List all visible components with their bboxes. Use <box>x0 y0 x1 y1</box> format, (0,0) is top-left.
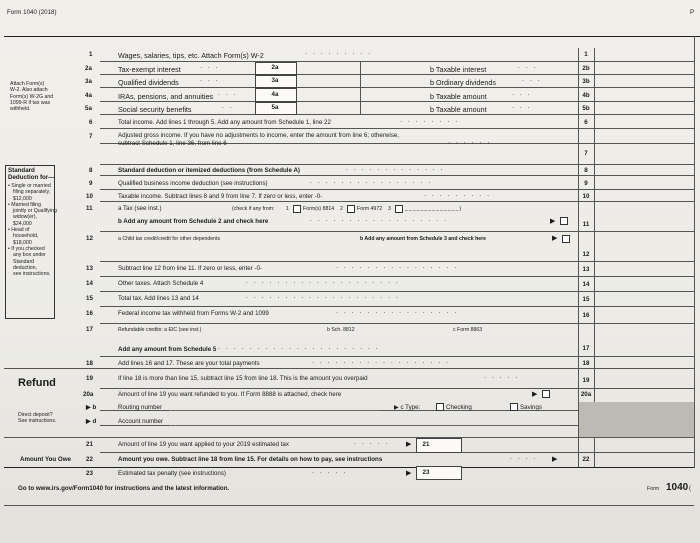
line-2b-text: b Taxable interest <box>430 65 487 74</box>
line-num-9: 9 <box>89 180 93 187</box>
arrow-right-icon-5: ▶ <box>552 456 558 463</box>
box-17-label: 17 <box>582 345 590 352</box>
line-21-text: Amount of line 19 you want applied to your 2019 estimated tax <box>118 441 289 448</box>
box-12-label: 12 <box>582 251 590 258</box>
form-8814-label: Form(s) 8814 <box>303 206 335 212</box>
line-5b-text: b Taxable amount <box>430 105 487 114</box>
arrow-right-icon: ▶ <box>550 218 556 225</box>
line-num-17: 17 <box>86 326 93 333</box>
line-20a-text: Amount of line 19 you want refunded to you. If Form 8888 is attached, check here <box>118 391 342 398</box>
line-num-12: 12 <box>86 235 93 242</box>
arrow-d: ▶ d <box>86 418 97 425</box>
line-num-7: 7 <box>89 133 93 140</box>
line-14-text: Other taxes. Attach Schedule 4 <box>118 280 204 287</box>
arrow-right-icon-6: ▶ <box>406 470 412 477</box>
line-17-text-2: Add any amount from Schedule 5 <box>118 346 217 353</box>
line-19-text: If line 18 is more than line 15, subtract line 15 from line 18. This is the amount you overpaid <box>118 375 368 382</box>
line-1-text: Wages, salaries, tips, etc. Attach Form(s) W-2 <box>118 51 264 60</box>
line-11b-text: b Add any amount from Schedule 2 and check here <box>118 218 269 225</box>
line-18-text: Add lines 16 and 17. These are your total payments <box>118 360 260 367</box>
line-3a-text: Qualified dividends <box>118 78 179 87</box>
line-7-text-2: subtract Schedule 1, line 36, from line 6 <box>118 140 227 147</box>
line-num-19: 19 <box>86 375 93 382</box>
box-20a-label: 20a <box>580 391 592 398</box>
footer-form-number: 1040 <box>666 482 689 493</box>
line-8-text: Standard deduction or itemized deductions (from Schedule A) <box>118 167 300 174</box>
box-22-label: 22 <box>582 456 590 463</box>
savings-checkbox[interactable] <box>510 403 518 411</box>
arrow-right-icon-3: ▶ <box>532 391 538 398</box>
footer-tail: ( <box>689 485 692 492</box>
arrow-b: ▶ b <box>86 404 97 411</box>
direct-deposit-note: Direct deposit? See instructions. <box>18 412 57 425</box>
form-4972-label: Form 4972 <box>357 206 383 212</box>
line-num-16: 16 <box>86 310 93 317</box>
box-8-label: 8 <box>584 167 588 174</box>
line-11-opt2-num: 2 <box>340 206 343 212</box>
line-11b-checkbox[interactable] <box>560 217 568 225</box>
line-num-5a: 5a <box>85 105 92 112</box>
line-num-20a: 20a <box>83 391 94 398</box>
line-23-text: Estimated tax penalty (see instructions) <box>118 470 226 477</box>
box-9-label: 9 <box>584 180 588 187</box>
line-12a-text: a Child tax credit/credit for other dependents <box>118 236 221 242</box>
line-4a-box-label: 4a <box>271 91 279 98</box>
line-17b-text: b Sch. 8812 <box>327 327 355 333</box>
line-num-8: 8 <box>89 167 93 174</box>
line-7-text: Adjusted gross income. If you have no adjustments to income, enter the amount from line 6; otherwise, <box>118 132 399 139</box>
box-5b-label: 5b <box>582 105 590 112</box>
arrow-right-icon-4: ▶ <box>406 441 412 448</box>
footer-form-label: Form <box>647 486 660 492</box>
line-12b-checkbox[interactable] <box>562 235 570 243</box>
std-deduction-amounts: • Single or married filing separately, $12,000 • Married filing jointly or Qualifying widow(er), $24,000 • Head of household, $18,000 • If you checked any box under Standard deduction, see instructions. <box>8 183 57 278</box>
checking-label: Checking <box>446 404 472 411</box>
line-5a-text: Social security benefits <box>118 105 192 114</box>
account-type-label: ▶ c Type: <box>394 404 421 411</box>
box-19-label: 19 <box>582 377 590 384</box>
routing-number-label: Routing number <box>118 404 163 411</box>
line-10-text: Taxable income. Subtract lines 8 and 9 from line 7. If zero or less, enter -0- <box>118 193 323 200</box>
line-11-blank: ______________) <box>405 206 463 212</box>
line-6-text: Total income. Add lines 1 through 5. Add any amount from Schedule 1, line 22 <box>118 119 331 126</box>
line-11-opt1-num: 1 <box>286 206 289 212</box>
page-edge-letter: P <box>690 9 695 16</box>
line-2a-box-label: 2a <box>271 64 279 71</box>
line-9-text: Qualified business income deduction (see instructions) <box>118 180 268 187</box>
box-15-label: 15 <box>582 296 590 303</box>
footer-goto-text: Go to www.irs.gov/Form1040 for instructions and the latest information. <box>18 485 230 492</box>
attach-forms-note: Attach Form(s) W-2. Also attach Form(s) W-2G and 1099-R if tax was withheld. <box>10 81 54 113</box>
box-13-label: 13 <box>582 266 590 273</box>
box-4b-label: 4b <box>582 92 590 99</box>
std-deduction-title: Standard Deduction for— <box>8 167 55 181</box>
form-4972-checkbox[interactable] <box>347 205 355 213</box>
amount-column[interactable] <box>595 48 694 468</box>
line-num-23: 23 <box>86 470 93 477</box>
box-18-label: 18 <box>582 360 590 367</box>
line-3a-box-label: 3a <box>271 77 279 84</box>
line-2a-text: Tax-exempt interest <box>118 65 181 74</box>
account-number-label: Account number <box>118 418 164 425</box>
line-num-14: 14 <box>86 280 93 287</box>
line-num-2a: 2a <box>85 65 92 72</box>
line-num-4a: 4a <box>85 92 92 99</box>
checking-checkbox[interactable] <box>436 403 444 411</box>
line-23-box-label: 23 <box>422 469 430 476</box>
line-11a-text: a Tax (see inst.) <box>118 205 162 212</box>
line-num-22: 22 <box>86 456 93 463</box>
line-12b-text: b Add any amount from Schedule 3 and check here <box>360 236 487 242</box>
box-2b-label: 2b <box>582 65 590 72</box>
line-16-text: Federal income tax withheld from Forms W-2 and 1099 <box>118 310 269 317</box>
form-1040-page: Form 1040 (2018) P Attach Form(s) W-2. Also attach Form(s) W-2G and 1099-R if tax was withheld. Standard Deduction for— • Single or married filing separately, $12,000 • Married filing jointly or Qualifying widow(er), $24,000 • Head of household, $18,000 • If you checked any box under Standard deduction, see instructions. Refund Direct deposit? See instructions. Amount You Owe 1 2a 3a 4a 5a 6 7 8 9 10 11 12 13 14 15 16 17 18 19 20a ▶ b ▶ d 21 22 23 Wages, salaries, tips, etc. Attach Form(s) W-2 Tax-exempt interest Qualified dividends IRAs, pensions, and annuities Social security benefits Total income. Add lines 1 through 5. Add any amount from Schedule 1, line 22 Adjusted gross income. If you have no adjustments to income, enter the amount from line 6; otherwise, subtract Schedule 1, line 36, from line 6 Standard deduction or itemized deductions (from Schedule A) Qualified business income deduction (see instructions) Taxable income. Subtract lines 8 and 9 from line 7. If zero or less, enter -0- a Tax (see inst.) (check if any from: 1 Form(s) 8814 2 Form 4972 3 ______________) b Add any amount from Schedule 2 and check here ▶ a Child tax credit/credit for other dependents b Add any amount from Schedule 3 and check here ▶ Subtract line 12 from line 11. If zero or less, enter -0- Other taxes. Attach Schedule 4 Total tax. Add lines 13 and 14 Federal income tax withheld from Forms W-2 and 1099 Refundable credits: a EIC (see inst.) b Sch. 8812 c Form 8863 Add any amount from Schedule 5 Add lines 16 and 17. These are your total payments If line 18 is more than line 15, subtract line 15 from line 18. This is the amount you overpaid Amount of line 19 you want refunded to you. If Form 8888 is attached, check here ▶ Routing number ▶ c Type: Checking Savings Account number Amount of line 19 you want applied to your 2019 estimated tax ▶ Amount you owe. Subtract line 18 from line 15. For details on how to pay, see instructions ▶ Estimated tax penalty (see instructions) ▶ . . . . . . . . . . . . . . . . . . . . . . . . . . . . . . . . . . . . . . . . . . . . . . . . . . . . . . . . . . . . . . . . . . . . . . . . . . . . . . . . . . . . . . . . . . . . . . . . . . . . . . . . . . . . . . . . . . . . . . . . . . . . . . . . . . . . . . . . . . . . . . . . . . . . . . . . . . . . . . . . . . . . . . . . . . . . . . . . . . . . . . . . . . . . . . . . . . . . . . . . . . . . . . . . . . . . . . . . . . . . 2a 3a 4a 5a b Taxable interest b Ordinary dividends b Taxable amount b Taxable amount . . . . . . . . . . . . 21 23 1 2b 3b 4b 5b 6 7 8 9 10 11 12 13 14 15 16 17 18 19 20a 22 Go to www.irs.gov/Form1040 for instructions and the latest information. Form 1040 ( <box>0 0 700 543</box>
form-8814-checkbox[interactable] <box>293 205 301 213</box>
line-num-6: 6 <box>89 119 93 126</box>
line-17c-text: c Form 8863 <box>453 327 483 333</box>
box-14-label: 14 <box>582 281 590 288</box>
form-8888-checkbox[interactable] <box>542 390 550 398</box>
line-5a-box-label: 5a <box>271 104 279 111</box>
box-10-label: 10 <box>582 193 590 200</box>
line-4a-text: IRAs, pensions, and annuities <box>118 92 214 101</box>
box-1-label: 1 <box>584 51 588 58</box>
box-7-label: 7 <box>584 150 588 157</box>
savings-label: Savings <box>520 404 543 411</box>
box-16-label: 16 <box>582 312 590 319</box>
line-num-13: 13 <box>86 265 93 272</box>
box-6-label: 6 <box>584 119 588 126</box>
line-4b-text: b Taxable amount <box>430 92 487 101</box>
box-3b-label: 3b <box>582 78 590 85</box>
refund-heading: Refund <box>18 377 56 389</box>
line-11-check-text: (check if any from: <box>232 206 275 212</box>
line-num-1: 1 <box>89 51 93 58</box>
line-num-21: 21 <box>86 441 93 448</box>
line-num-15: 15 <box>86 295 93 302</box>
amount-you-owe-heading: Amount You Owe <box>20 456 71 463</box>
routing-number-field[interactable] <box>170 402 380 411</box>
line-15-text: Total tax. Add lines 13 and 14 <box>118 295 199 302</box>
line-num-10: 10 <box>86 193 93 200</box>
line-13-text: Subtract line 12 from line 11. If zero or less, enter -0- <box>118 265 262 272</box>
line-11-opt3-checkbox[interactable] <box>395 205 403 213</box>
form-title: Form 1040 (2018) <box>7 9 57 16</box>
account-number-field[interactable] <box>170 417 560 426</box>
line-17-text: Refundable credits: a EIC (see inst.) <box>118 327 202 333</box>
line-num-11: 11 <box>86 205 93 212</box>
line-22-text: Amount you owe. Subtract line 18 from line 15. For details on how to pay, see instructions <box>118 456 383 463</box>
line-num-3a: 3a <box>85 78 92 85</box>
line-11-opt3-num: 3 <box>388 206 391 212</box>
line-3b-text: b Ordinary dividends <box>430 78 496 87</box>
line-num-18: 18 <box>86 360 93 367</box>
arrow-right-icon-2: ▶ <box>552 235 558 242</box>
line-21-box-label: 21 <box>422 441 430 448</box>
box-11-label: 11 <box>582 221 590 228</box>
